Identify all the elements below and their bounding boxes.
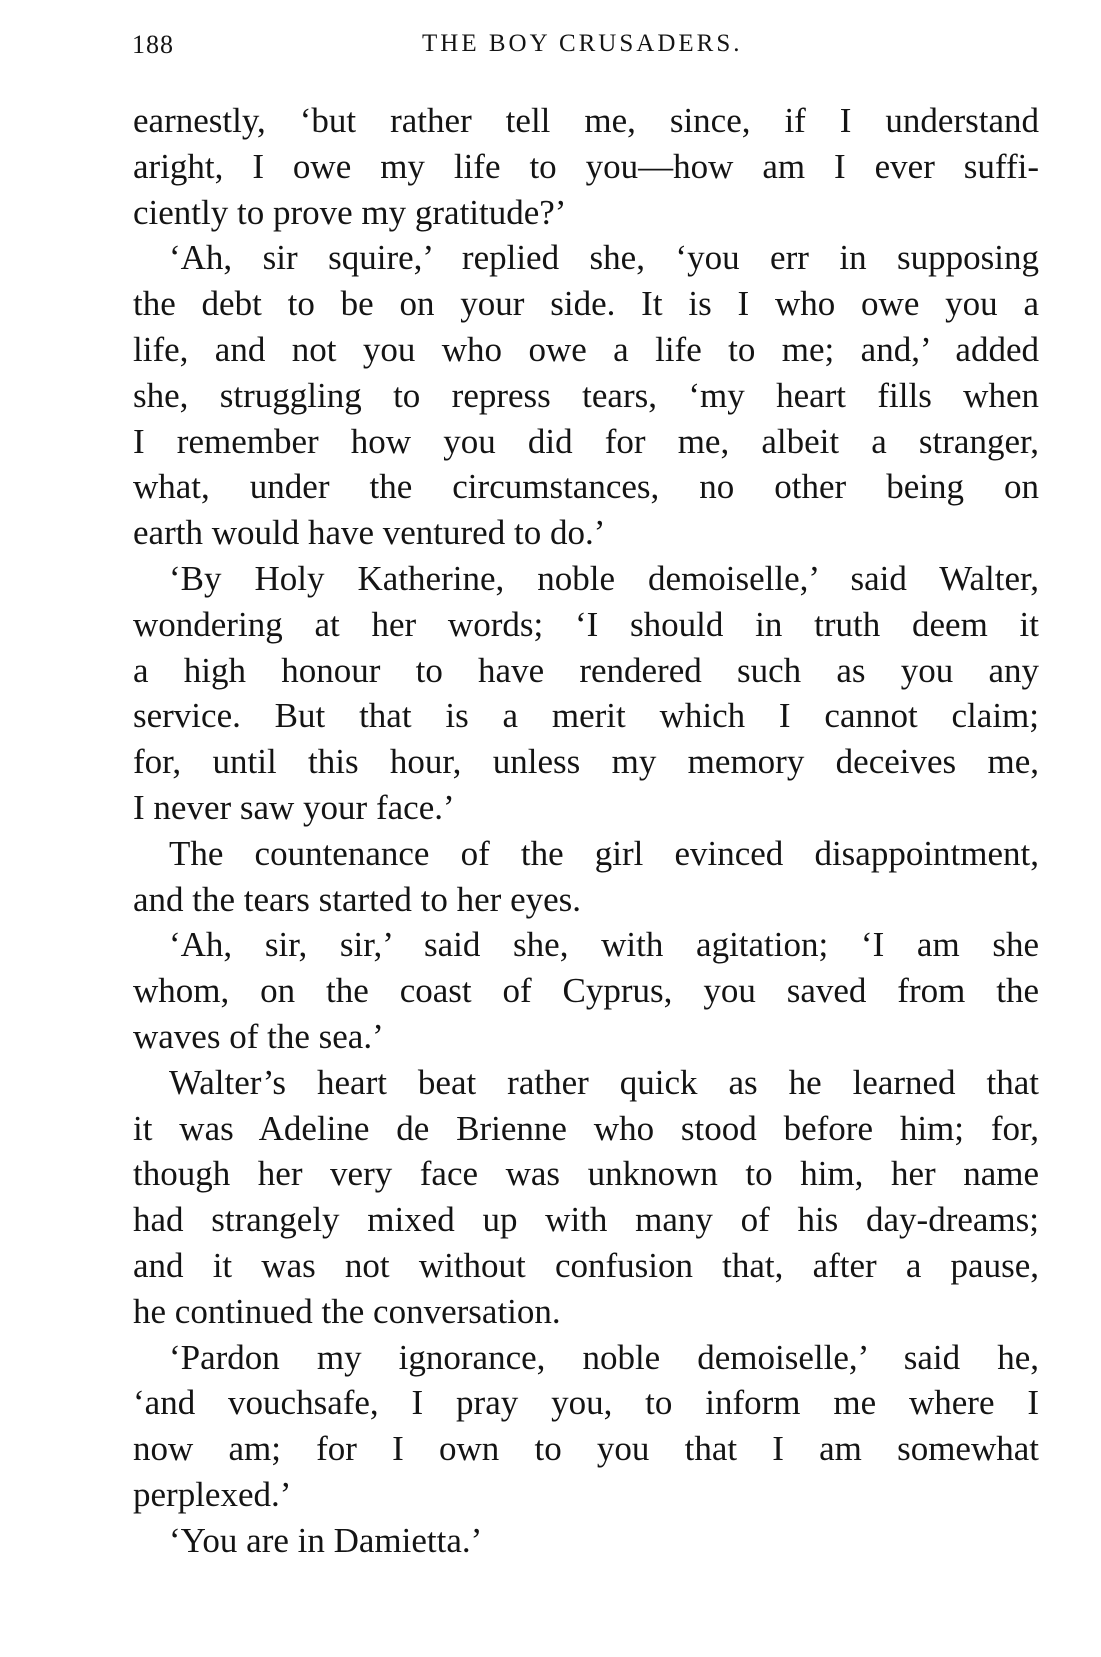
text-line: and it was not without confusion that, after a pause, [133, 1245, 1039, 1285]
text-line: for, until this hour, unless my memory deceives me, [133, 742, 1039, 782]
text-line: she, struggling to repress tears, ‘my heart fills when [133, 375, 1039, 415]
text-line: a high honour to have rendered such as you any [133, 650, 1039, 690]
text-line: ‘Ah, sir, sir,’ said she, with agitation; ‘I am she [169, 925, 1039, 965]
text-line: ‘By Holy Katherine, noble demoiselle,’ said Walter, [169, 558, 1039, 598]
text-line: though her very face was unknown to him, her name [133, 1154, 1039, 1194]
text-line: ‘Pardon my ignorance, noble demoiselle,’ said he, [169, 1337, 1039, 1377]
page-number: 188 [132, 30, 174, 59]
text-line: ‘You are in Damietta.’ [169, 1520, 483, 1560]
running-title: THE BOY CRUSADERS. [422, 30, 743, 57]
text-line: earth would have ventured to do.’ [133, 513, 606, 553]
text-line: waves of the sea.’ [133, 1016, 384, 1056]
text-line: the debt to be on your side. It is I who owe you a [133, 284, 1039, 324]
text-line: had strangely mixed up with many of his day-dreams; [133, 1200, 1039, 1240]
text-line: whom, on the coast of Cyprus, you saved from the [133, 971, 1039, 1011]
text-line: now am; for I own to you that I am somewhat [133, 1429, 1039, 1469]
text-line: perplexed.’ [133, 1474, 292, 1514]
text-line: ciently to prove my gratitude?’ [133, 192, 567, 232]
text-line: ‘Ah, sir squire,’ replied she, ‘you err in supposing [169, 238, 1039, 278]
text-line: earnestly, ‘but rather tell me, since, if I understand [133, 101, 1039, 140]
text-line: aright, I owe my life to you—how am I ever suffi- [133, 146, 1039, 186]
text-line: what, under the circumstances, no other being on [133, 467, 1039, 507]
text-line: life, and not you who owe a life to me; and,’ added [133, 329, 1039, 369]
running-head [132, 30, 1038, 70]
text-line: service. But that is a merit which I cannot claim; [133, 696, 1039, 736]
text-line: I never saw your face.’ [133, 787, 455, 827]
text-line: ‘and vouchsafe, I pray you, to inform me where I [133, 1383, 1039, 1423]
text-line: Walter’s heart beat rather quick as he learned that [169, 1062, 1039, 1102]
text-line: The countenance of the girl evinced disappointment, [169, 833, 1039, 873]
text-line: I remember how you did for me, albeit a stranger, [133, 421, 1039, 461]
text-line: and the tears started to her eyes. [133, 879, 582, 919]
text-line: he continued the conversation. [133, 1291, 561, 1331]
text-line: it was Adeline de Brienne who stood before him; for, [133, 1108, 1039, 1148]
text-line: wondering at her words; ‘I should in truth deem it [133, 604, 1039, 644]
body-text [133, 98, 1039, 1564]
